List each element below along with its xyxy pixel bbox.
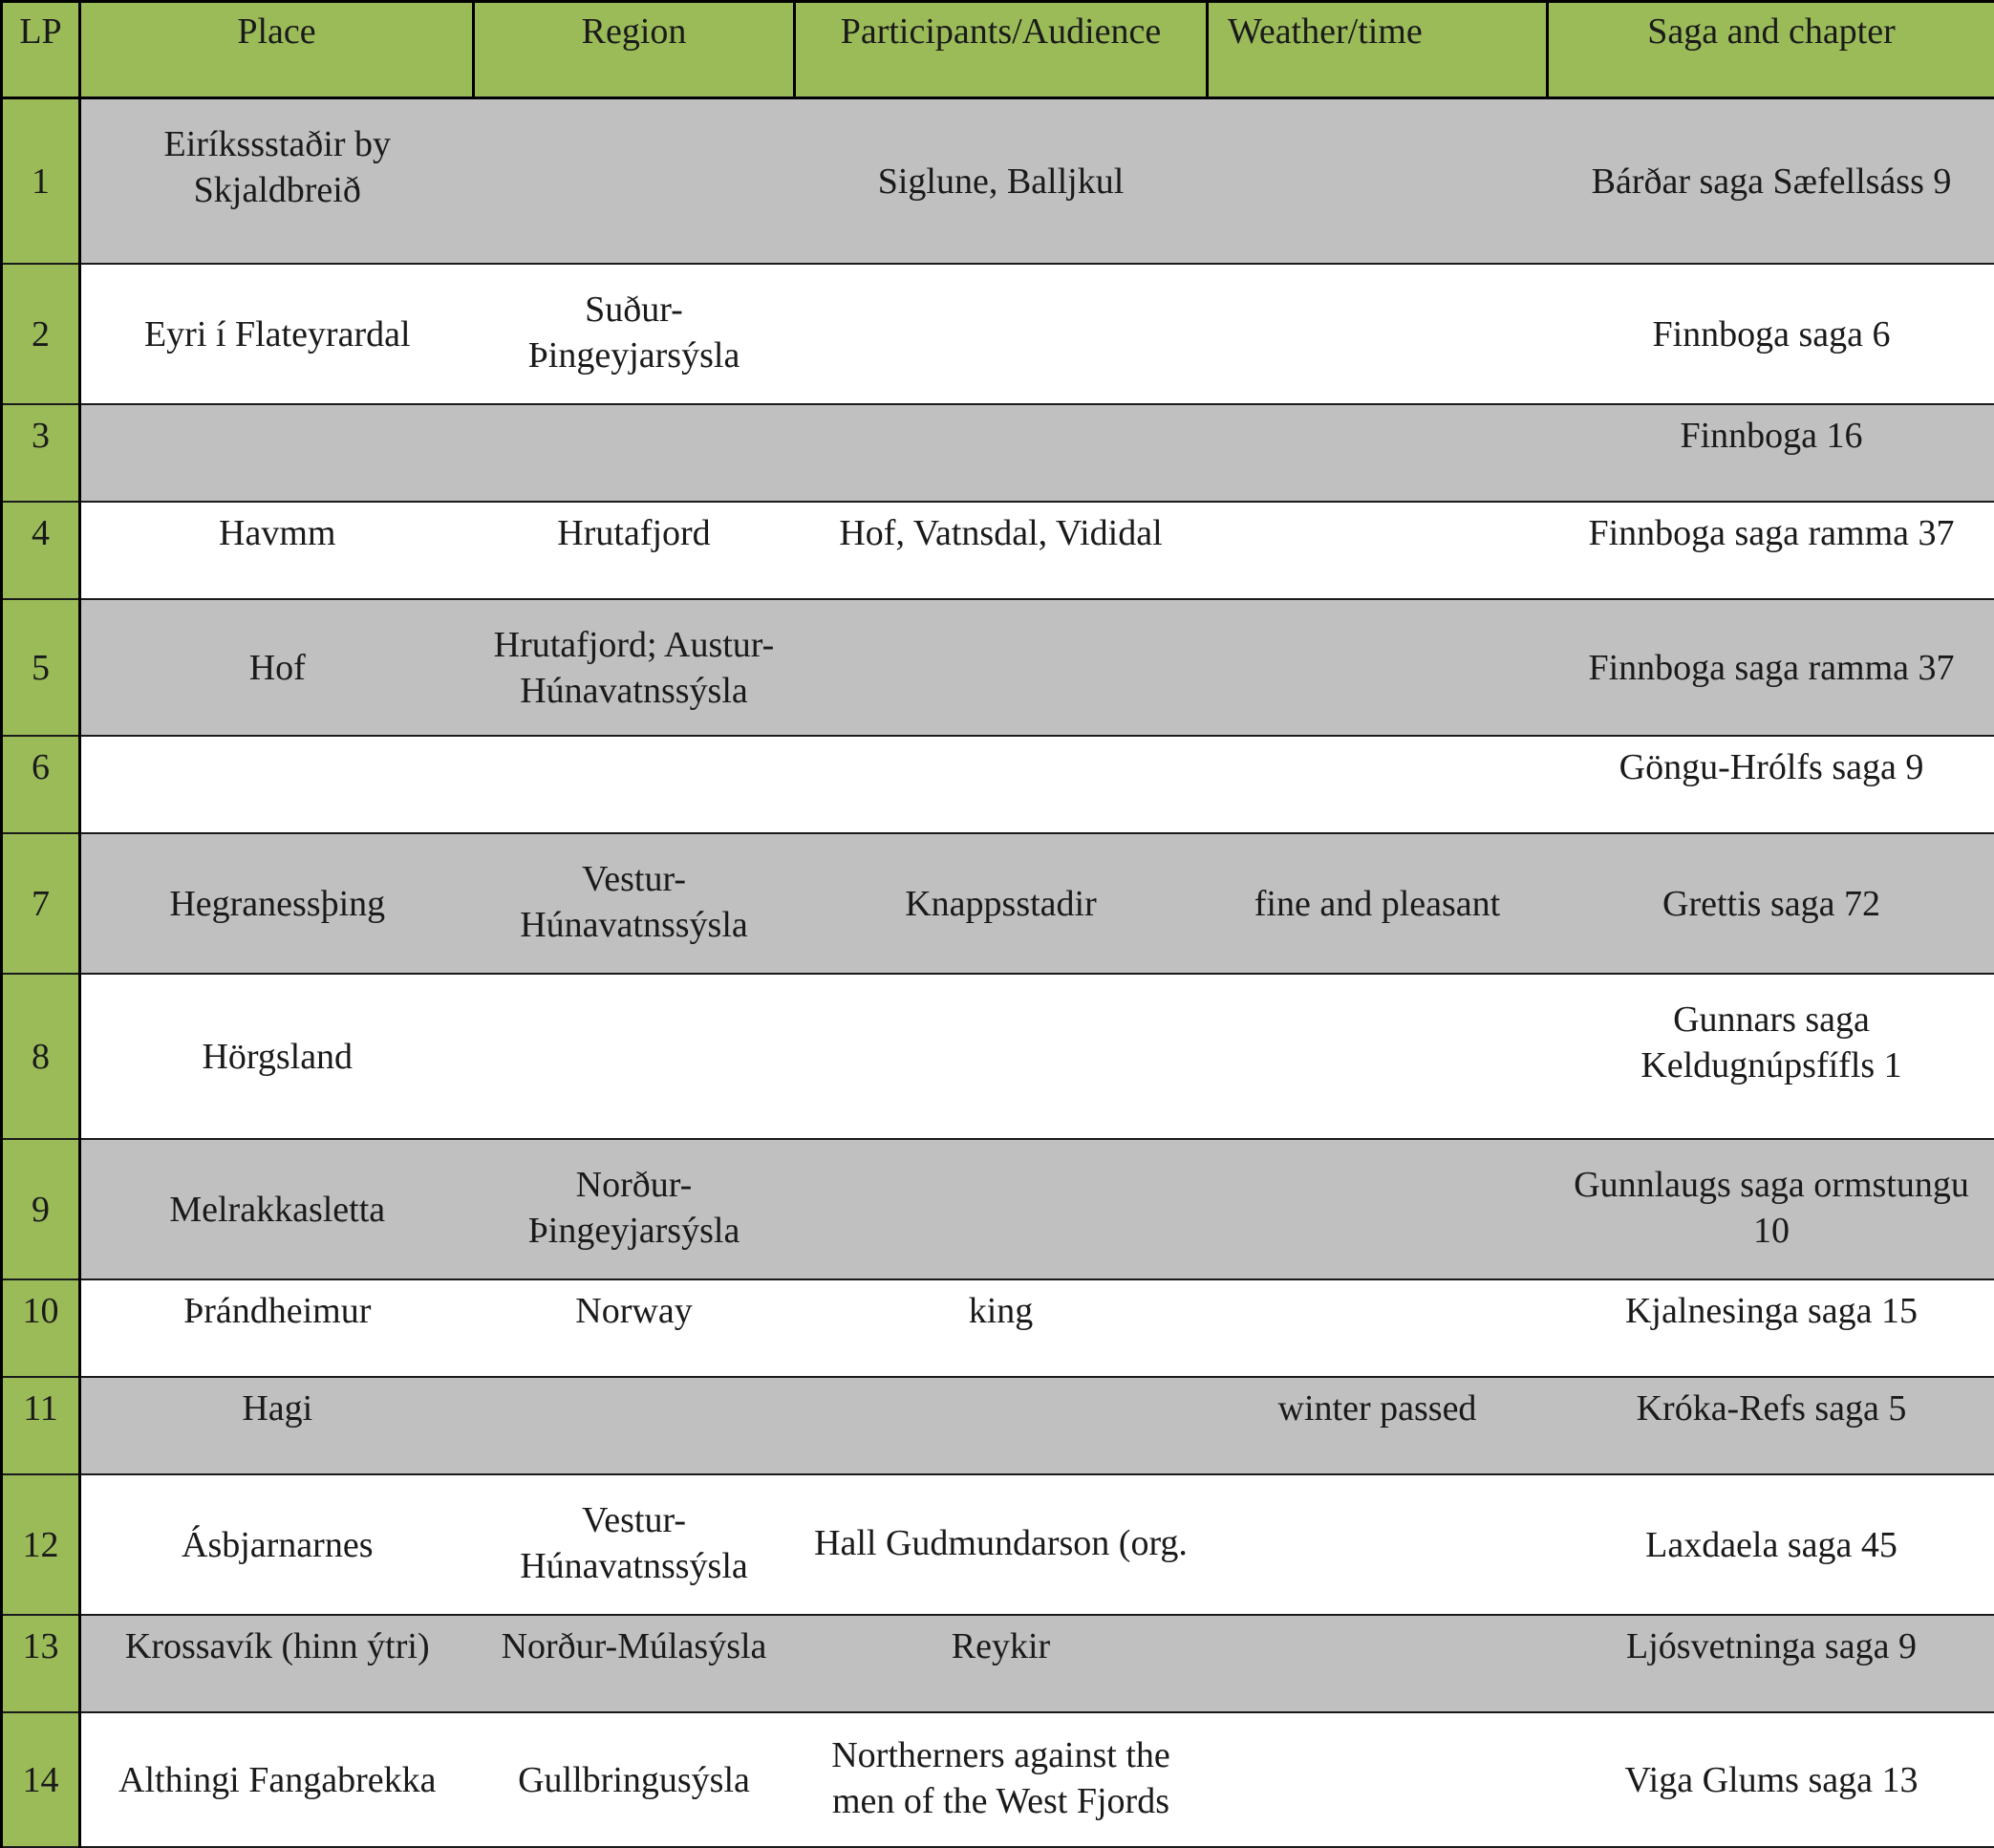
saga-cell: Viga Glums saga 13 [1548,1712,1994,1847]
table-row [2,404,1994,502]
region-cell [474,404,795,502]
place-cell: Þrándheimur [80,1279,474,1377]
region-cell: Gullbringusýsla [474,1712,795,1847]
region-cell [474,98,795,265]
lp-cell: 12 [2,1474,80,1615]
place-cell: Eyri í Flateyrardal [80,264,474,404]
lp-cell: 1 [2,98,80,265]
table-row [2,98,1994,265]
table-row [2,974,1994,1139]
place-cell: Hof [80,599,474,736]
header-saga: Saga and chapter [1548,2,1994,98]
region-cell [474,974,795,1139]
lp-cell: 5 [2,599,80,736]
participants-cell: Reykir [795,1615,1208,1712]
place-cell: Havmm [80,502,474,599]
place-cell: Melrakkasletta [80,1139,474,1279]
place-cell: Hörgsland [80,974,474,1139]
region-cell: Norður-Þingeyjarsýsla [474,1139,795,1279]
saga-cell: Kjalnesinga saga 15 [1548,1279,1994,1377]
lp-cell: 2 [2,264,80,404]
weather-cell [1208,599,1548,736]
region-cell: Vestur-Húnavatnssýsla [474,833,795,974]
place-cell: Hegranessþing [80,833,474,974]
participants-cell [795,974,1208,1139]
place-cell: Althingi Fangabrekka [80,1712,474,1847]
saga-cell: Finnboga saga 6 [1548,264,1994,404]
participants-cell: Hall Gudmundarson (org. [795,1474,1208,1615]
header-region: Region [474,2,795,98]
lp-cell: 6 [2,736,80,833]
weather-cell [1208,404,1548,502]
saga-cell: Ljósvetninga saga 9 [1548,1615,1994,1712]
table-row [2,264,1994,404]
participants-cell: Knappsstadir [795,833,1208,974]
table-row [2,1279,1994,1377]
participants-cell: king [795,1279,1208,1377]
weather-cell: fine and pleasant [1208,833,1548,974]
lp-cell: 4 [2,502,80,599]
weather-cell [1208,1712,1548,1847]
participants-cell: Northerners against the men of the West Fjords [795,1712,1208,1847]
saga-cell: Finnboga saga ramma 37 [1548,502,1994,599]
header-participants: Participants/Audience [795,2,1208,98]
weather-cell [1208,736,1548,833]
saga-cell: Finnboga 16 [1548,404,1994,502]
weather-cell [1208,1279,1548,1377]
region-cell: Vestur-Húnavatnssýsla [474,1474,795,1615]
place-cell: Ásbjarnarnes [80,1474,474,1615]
table-row [2,1139,1994,1279]
table-row [2,1615,1994,1712]
lp-cell: 8 [2,974,80,1139]
weather-cell [1208,264,1548,404]
saga-cell: Laxdaela saga 45 [1548,1474,1994,1615]
place-cell [80,736,474,833]
table-row [2,736,1994,833]
table-row [2,833,1994,974]
participants-cell [795,599,1208,736]
place-cell: Eiríkssstaðir by Skjaldbreið [80,98,474,265]
saga-cell: Bárðar saga Sæfellsáss 9 [1548,98,1994,265]
place-cell: Krossavík (hinn ýtri) [80,1615,474,1712]
participants-cell: Siglune, Balljkul [795,98,1208,265]
region-cell: Hrutafjord [474,502,795,599]
weather-cell [1208,98,1548,265]
lp-cell: 3 [2,404,80,502]
saga-cell: Göngu-Hrólfs saga 9 [1548,736,1994,833]
region-cell: Hrutafjord; Austur-Húnavatnssýsla [474,599,795,736]
header-place: Place [80,2,474,98]
region-cell [474,1377,795,1474]
table-row [2,502,1994,599]
region-cell: Suður-Þingeyjarsýsla [474,264,795,404]
lp-cell: 10 [2,1279,80,1377]
participants-cell [795,736,1208,833]
header-weather: Weather/time [1208,2,1548,98]
weather-cell [1208,974,1548,1139]
saga-cell: Króka-Refs saga 5 [1548,1377,1994,1474]
participants-cell [795,1139,1208,1279]
region-cell: Norður-Múlasýsla [474,1615,795,1712]
place-cell: Hagi [80,1377,474,1474]
place-cell [80,404,474,502]
lp-cell: 7 [2,833,80,974]
lp-cell: 9 [2,1139,80,1279]
header-row [2,2,1994,98]
lp-cell: 11 [2,1377,80,1474]
weather-cell [1208,1139,1548,1279]
table-row [2,1377,1994,1474]
table-row [2,1474,1994,1615]
saga-cell: Gunnars saga Keldugnúpsfífls 1 [1548,974,1994,1139]
weather-cell [1208,1474,1548,1615]
weather-cell [1208,1615,1548,1712]
participants-cell [795,264,1208,404]
participants-cell [795,404,1208,502]
table-row [2,1712,1994,1847]
region-cell: Norway [474,1279,795,1377]
saga-cell: Finnboga saga ramma 37 [1548,599,1994,736]
participants-cell: Hof, Vatnsdal, Vididal [795,502,1208,599]
participants-cell [795,1377,1208,1474]
weather-cell: winter passed [1208,1377,1548,1474]
lp-cell: 13 [2,1615,80,1712]
saga-cell: Grettis saga 72 [1548,833,1994,974]
saga-cell: Gunnlaugs saga ormstungu 10 [1548,1139,1994,1279]
lp-cell: 14 [2,1712,80,1847]
table-row [2,599,1994,736]
region-cell [474,736,795,833]
weather-cell [1208,502,1548,599]
header-lp: LP [2,2,80,98]
